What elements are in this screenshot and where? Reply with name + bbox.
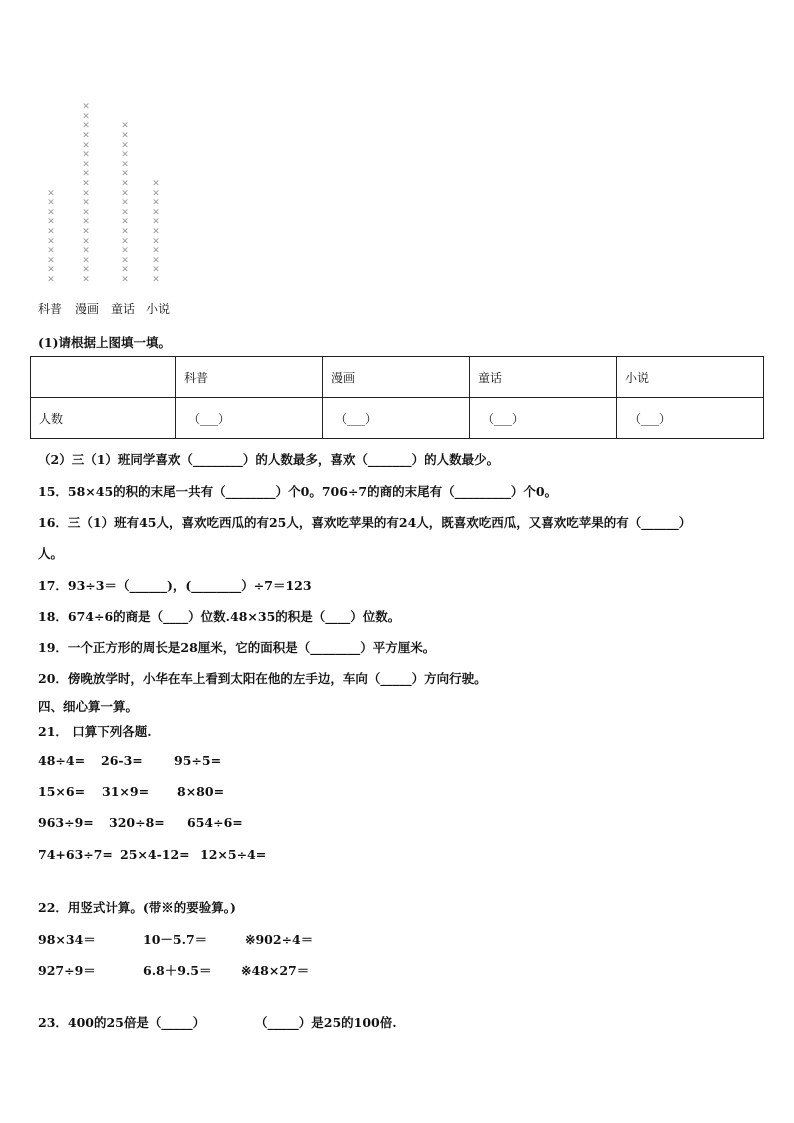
tally-mark-icon: ✕: [152, 227, 160, 237]
calc-item: 654÷6=: [187, 815, 243, 830]
tally-mark-icon: ✕: [121, 217, 129, 228]
calc-item: 15×6=: [38, 784, 86, 799]
answer-blank[interactable]: （___）: [617, 398, 764, 439]
tally-mark-icon: ✕: [121, 265, 129, 276]
tally-mark-icon: ✕: [152, 179, 160, 189]
calc-item: 10－5.7＝: [143, 932, 208, 947]
tally-mark-icon: ✕: [121, 150, 129, 161]
tally-mark-icon: ✕: [152, 198, 160, 209]
tally-mark-icon: ✕: [121, 275, 129, 285]
question-23-left: 23．400的25倍是（_____）: [38, 1015, 206, 1030]
calc-item: 6.8＋9.5＝: [143, 963, 212, 978]
calc-item: ※902÷4＝: [245, 932, 314, 947]
table-header-cell: 童话: [470, 357, 617, 398]
tally-mark-icon: ✕: [82, 131, 90, 141]
tally-mark-icon: ✕: [121, 207, 129, 218]
tally-mark-icon: ✕: [82, 246, 90, 257]
tally-mark-icon: ✕: [82, 159, 90, 170]
tally-mark-icon: ✕: [152, 236, 160, 247]
answer-blank[interactable]: （___）: [323, 398, 470, 439]
calc-item: 12×5÷4=: [200, 847, 267, 862]
question-17: 17．93÷3＝（______)，(________）÷7＝123: [38, 578, 312, 593]
calc-item: ※48×27＝: [241, 963, 310, 978]
tally-mark-icon: ✕: [47, 236, 55, 247]
q14-part1: (1)请根据上图填一填。: [38, 335, 172, 350]
table-row: [31, 398, 764, 439]
q14-part2: （2）三（1）班同学喜欢（________）的人数最多，喜欢（_______）的人数最少。: [38, 452, 500, 467]
answer-blank[interactable]: （___）: [470, 398, 617, 439]
question-21-title: 21． 口算下列各题.: [38, 724, 152, 739]
fill-table: [30, 356, 764, 439]
calc-item: 95÷5=: [174, 753, 222, 768]
tally-label-0: 科普: [38, 302, 63, 316]
tally-mark-icon: ✕: [47, 198, 55, 209]
calc-item: 927÷9＝: [38, 963, 96, 978]
tally-mark-icon: ✕: [82, 150, 90, 161]
tally-mark-icon: ✕: [152, 217, 160, 228]
tally-label-2: 童话: [111, 302, 136, 316]
tally-mark-icon: ✕: [82, 102, 90, 113]
tally-mark-icon: ✕: [47, 275, 55, 285]
calc-item: 25×4-12=: [120, 847, 190, 862]
section-heading: 四、细心算一算。: [38, 699, 139, 714]
tally-label-1: 漫画: [75, 302, 100, 316]
tally-mark-icon: ✕: [121, 131, 129, 141]
calc-item: 48÷4=: [38, 753, 86, 768]
tally-mark-icon: ✕: [47, 246, 55, 257]
tally-mark-icon: ✕: [47, 217, 55, 228]
tally-mark-icon: ✕: [121, 140, 129, 151]
tally-mark-icon: ✕: [82, 255, 90, 266]
tally-label-3: 小说: [146, 302, 171, 316]
tally-mark-icon: ✕: [121, 169, 129, 180]
tally-mark-icon: ✕: [152, 255, 160, 266]
question-23-right: （_____）是25的100倍.: [255, 1015, 397, 1030]
tally-mark-icon: ✕: [121, 236, 129, 247]
tally-mark-icon: ✕: [82, 111, 90, 122]
tally-mark-icon: ✕: [152, 188, 160, 199]
tally-mark-icon: ✕: [121, 179, 129, 189]
tally-mark-icon: ✕: [82, 198, 90, 209]
calc-item: 320÷8=: [109, 815, 165, 830]
tally-mark-icon: ✕: [47, 207, 55, 218]
question-18: 18．674÷6的商是（____）位数.48×35的积是（____）位数。: [38, 609, 401, 624]
tally-mark-icon: ✕: [82, 217, 90, 228]
calc-item: 98×34＝: [38, 932, 96, 947]
tally-mark-icon: ✕: [82, 188, 90, 199]
calc-item: 74+63÷7=: [38, 847, 113, 862]
table-row-label: 人数: [31, 398, 176, 439]
tally-mark-icon: ✕: [121, 227, 129, 237]
tally-mark-icon: ✕: [121, 121, 129, 132]
question-19: 19．一个正方形的周长是28厘米，它的面积是（________）平方厘米。: [38, 640, 436, 655]
answer-blank[interactable]: （___）: [176, 398, 323, 439]
calc-item: 26-3=: [101, 753, 143, 768]
table-header-row: [31, 357, 764, 398]
tally-mark-icon: ✕: [121, 255, 129, 266]
tally-mark-icon: ✕: [47, 227, 55, 237]
tally-mark-icon: ✕: [82, 275, 90, 285]
tally-mark-icon: ✕: [152, 275, 160, 285]
tally-mark-icon: ✕: [121, 159, 129, 170]
tally-mark-icon: ✕: [82, 179, 90, 189]
tally-mark-icon: ✕: [82, 236, 90, 247]
tally-mark-icon: ✕: [47, 188, 55, 199]
tally-mark-icon: ✕: [82, 169, 90, 180]
question-15: 15．58×45的积的末尾一共有（________）个0。706÷7的商的末尾有（_________）个0。: [38, 484, 558, 499]
tally-mark-icon: ✕: [152, 246, 160, 257]
tally-mark-icon: ✕: [121, 198, 129, 209]
question-16-line1: 16．三（1）班有45人，喜欢吃西瓜的有25人，喜欢吃苹果的有24人，既喜欢吃西瓜，又喜欢吃苹果的有（______）: [38, 515, 692, 530]
tally-mark-icon: ✕: [82, 140, 90, 151]
tally-mark-icon: ✕: [47, 265, 55, 276]
question-22-title: 22．用竖式计算。(带※的要验算。): [38, 900, 236, 915]
tally-mark-icon: ✕: [82, 265, 90, 276]
calc-item: 8×80=: [177, 784, 225, 799]
tally-mark-icon: ✕: [152, 265, 160, 276]
tally-mark-icon: ✕: [152, 207, 160, 218]
table-header-cell: 科普: [176, 357, 323, 398]
tally-mark-icon: ✕: [47, 255, 55, 266]
calc-item: 963÷9=: [38, 815, 94, 830]
tally-mark-icon: ✕: [82, 227, 90, 237]
tally-mark-icon: ✕: [82, 121, 90, 132]
table-header-cell: 小说: [617, 357, 764, 398]
calc-item: 31×9=: [102, 784, 150, 799]
table-header-cell: 漫画: [323, 357, 470, 398]
tally-mark-icon: ✕: [121, 188, 129, 199]
table-header-cell: [31, 357, 176, 398]
question-16-line2: 人。: [38, 546, 64, 561]
tally-mark-icon: ✕: [121, 246, 129, 257]
tally-mark-icon: ✕: [82, 207, 90, 218]
question-20: 20．傍晚放学时，小华在车上看到太阳在他的左手边，车向（_____）方向行驶。: [38, 671, 487, 686]
